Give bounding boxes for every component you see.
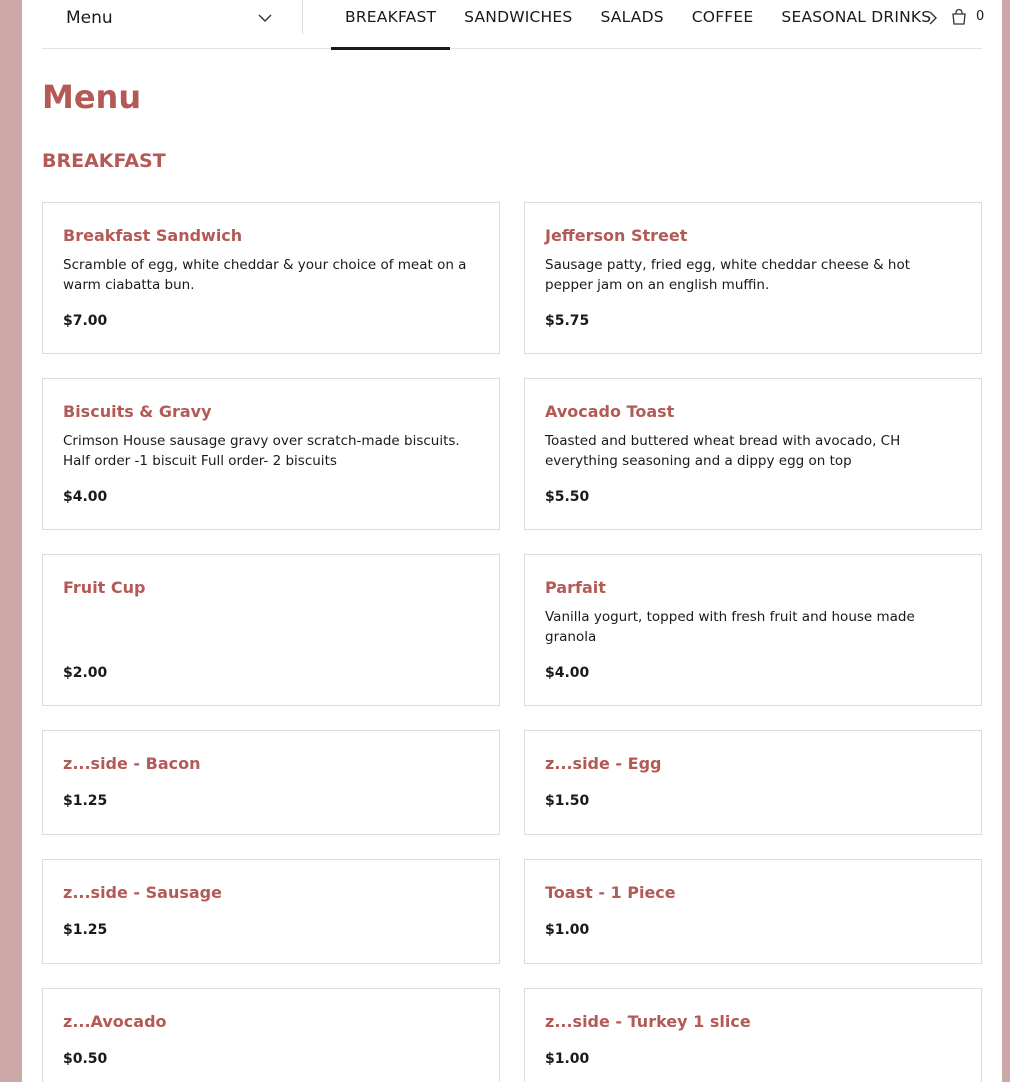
- item-name: Parfait: [545, 578, 606, 597]
- item-name: Fruit Cup: [63, 578, 146, 597]
- item-price: $1.25: [63, 922, 108, 938]
- menu-item-card[interactable]: [42, 859, 500, 964]
- menu-item-card[interactable]: [524, 859, 982, 964]
- item-price: $1.50: [545, 793, 590, 809]
- item-price: $5.50: [545, 489, 590, 505]
- item-price: $7.00: [63, 313, 108, 329]
- item-description: Scramble of egg, white cheddar & your choice of meat on a warm ciabatta bun.: [63, 257, 467, 293]
- chevron-down-icon: [257, 10, 273, 26]
- menu-page: [22, 0, 1002, 1082]
- item-name: Breakfast Sandwich: [63, 226, 243, 245]
- section-title: BREAKFAST: [42, 150, 166, 172]
- item-name: z...Avocado: [63, 1012, 167, 1031]
- item-description: Crimson House sausage gravy over scratch-made biscuits. Half order -1 biscuit Full order- 2 biscuits: [63, 433, 460, 469]
- item-price: $0.50: [63, 1051, 108, 1067]
- item-name: Toast - 1 Piece: [545, 883, 676, 902]
- tab-breakfast[interactable]: BREAKFAST: [331, 0, 450, 49]
- menu-item-card[interactable]: [524, 378, 982, 530]
- item-description: Toasted and buttered wheat bread with avocado, CH everything seasoning and a dippy egg on top: [545, 433, 901, 469]
- category-tabs: [331, 0, 945, 49]
- item-price: $4.00: [63, 489, 108, 505]
- menu-item-card[interactable]: [524, 988, 982, 1082]
- page-title: Menu: [42, 78, 142, 116]
- cart-count: 0: [976, 9, 985, 24]
- menu-select-label: Menu: [66, 8, 113, 28]
- item-name: z...side - Bacon: [63, 754, 201, 773]
- tab-sandwiches[interactable]: SANDWICHES: [464, 8, 573, 26]
- item-name: Jefferson Street: [545, 226, 688, 245]
- menu-item-card[interactable]: [42, 378, 500, 530]
- tab-salads[interactable]: SALADS: [600, 8, 664, 26]
- top-navigation: [42, 0, 985, 49]
- menu-item-card[interactable]: [524, 730, 982, 835]
- item-name: z...side - Egg: [545, 754, 662, 773]
- item-name: Avocado Toast: [545, 402, 675, 421]
- item-name: z...side - Turkey 1 slice: [545, 1012, 751, 1031]
- menu-item-card[interactable]: [42, 730, 500, 835]
- item-price: $1.25: [63, 793, 108, 809]
- item-description: Vanilla yogurt, topped with fresh fruit and house made granola: [545, 609, 915, 645]
- menu-item-card[interactable]: [42, 554, 500, 706]
- menu-item-card[interactable]: [42, 988, 500, 1082]
- item-name: Biscuits & Gravy: [63, 402, 212, 421]
- item-price: $2.00: [63, 665, 108, 681]
- menu-item-card[interactable]: [524, 202, 982, 354]
- tab-seasonal-drinks[interactable]: SEASONAL DRINKS: [781, 8, 932, 26]
- menu-item-card[interactable]: [524, 554, 982, 706]
- item-name: z...side - Sausage: [63, 883, 222, 902]
- menu-item-card[interactable]: [42, 202, 500, 354]
- item-price: $4.00: [545, 665, 590, 681]
- item-price: $5.75: [545, 313, 590, 329]
- menu-select-dropdown[interactable]: [42, 0, 303, 34]
- item-price: $1.00: [545, 922, 590, 938]
- item-price: $1.00: [545, 1051, 590, 1067]
- item-description: Sausage patty, fried egg, white cheddar cheese & hot pepper jam on an english muffin.: [545, 257, 911, 293]
- shopping-bag-icon: [950, 8, 968, 26]
- tab-coffee[interactable]: COFFEE: [691, 8, 754, 26]
- chevron-right-icon[interactable]: [925, 10, 941, 26]
